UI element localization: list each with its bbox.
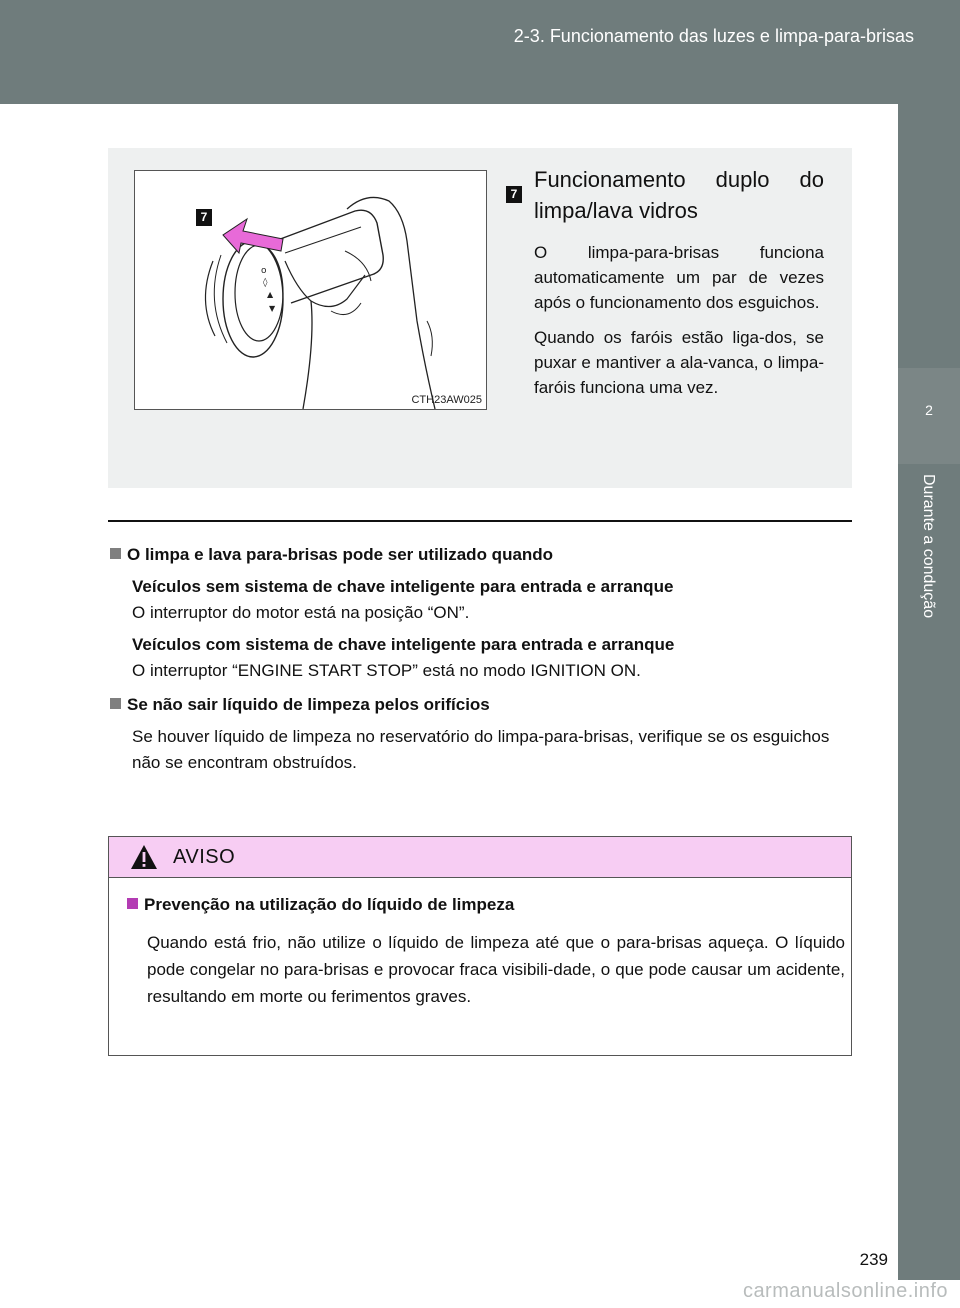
svg-text:◊: ◊ — [263, 278, 268, 288]
figure-callout-badge: 7 — [196, 209, 212, 226]
square-bullet-icon — [127, 898, 138, 909]
description-paragraph: O limpa-para-brisas funciona automaticamente um par de vezes após o funcionamento dos esguichos. — [534, 243, 824, 312]
warning-title: Prevenção na utilização do líquido de limpeza — [127, 895, 514, 915]
description-title: Funcionamento duplo do limpa/lava vidros — [534, 167, 824, 223]
square-bullet-icon — [110, 698, 121, 709]
svg-text:▼: ▼ — [269, 304, 276, 313]
chapter-title: Durante a condução — [920, 474, 937, 619]
warning-triangle-icon — [129, 843, 159, 871]
note-text: O interruptor “ENGINE START STOP” está no modo IGNITION ON. — [132, 661, 641, 680]
section-divider — [108, 520, 852, 522]
note-heading: O limpa e lava para-brisas pode ser utilizado quando — [110, 542, 852, 568]
chapter-title-tab — [898, 464, 960, 1280]
figure-panel — [108, 148, 852, 488]
chapter-number-tab — [898, 368, 960, 464]
note-heading: Se não sair líquido de limpeza pelos orifícios — [110, 692, 852, 718]
svg-text:o: o — [261, 266, 267, 276]
page-number: 239 — [859, 1250, 888, 1269]
warning-text: Quando está frio, não utilize o líquido de limpeza até que o para-brisas aqueça. O líquido pode congelar no para-brisas e provocar fraca visibili-dade, o que pode causar um acidente, resultando em morte ou ferimentos graves. — [147, 933, 845, 1006]
note-subheading: Veículos com sistema de chave inteligente para entrada e arranque — [132, 635, 675, 654]
chapter-number: 2 — [925, 402, 933, 418]
warning-header — [109, 837, 851, 878]
image-code: CTH23AW025 — [411, 394, 482, 406]
warning-box — [108, 836, 852, 1056]
hand-pulling-lever-drawing — [135, 171, 486, 409]
header-bar — [0, 0, 960, 104]
section-title: 2-3. Funcionamento das luzes e limpa-para-brisas — [513, 26, 914, 46]
figure-description — [506, 164, 824, 400]
warning-label: AVISO — [173, 846, 236, 868]
notes-section — [110, 542, 852, 776]
square-bullet-icon — [110, 548, 121, 559]
note-subheading: Veículos sem sistema de chave inteligente para entrada e arranque — [132, 577, 674, 596]
wiper-lever-illustration — [134, 170, 487, 410]
description-paragraph: Quando os faróis estão liga-dos, se puxar e mantiver a ala-vanca, o limpa-faróis funciona uma vez. — [534, 328, 824, 397]
watermark: carmanualsonline.info — [742, 1280, 948, 1302]
note-text: Se houver líquido de limpeza no reservatório do limpa-para-brisas, verifique se os esguichos não se encontram obstruídos. — [132, 727, 830, 772]
note-text: O interruptor do motor está na posição “ON”. — [132, 603, 470, 622]
svg-text:▲: ▲ — [267, 290, 274, 299]
side-tab-top — [898, 104, 960, 368]
description-callout-badge: 7 — [506, 186, 522, 203]
